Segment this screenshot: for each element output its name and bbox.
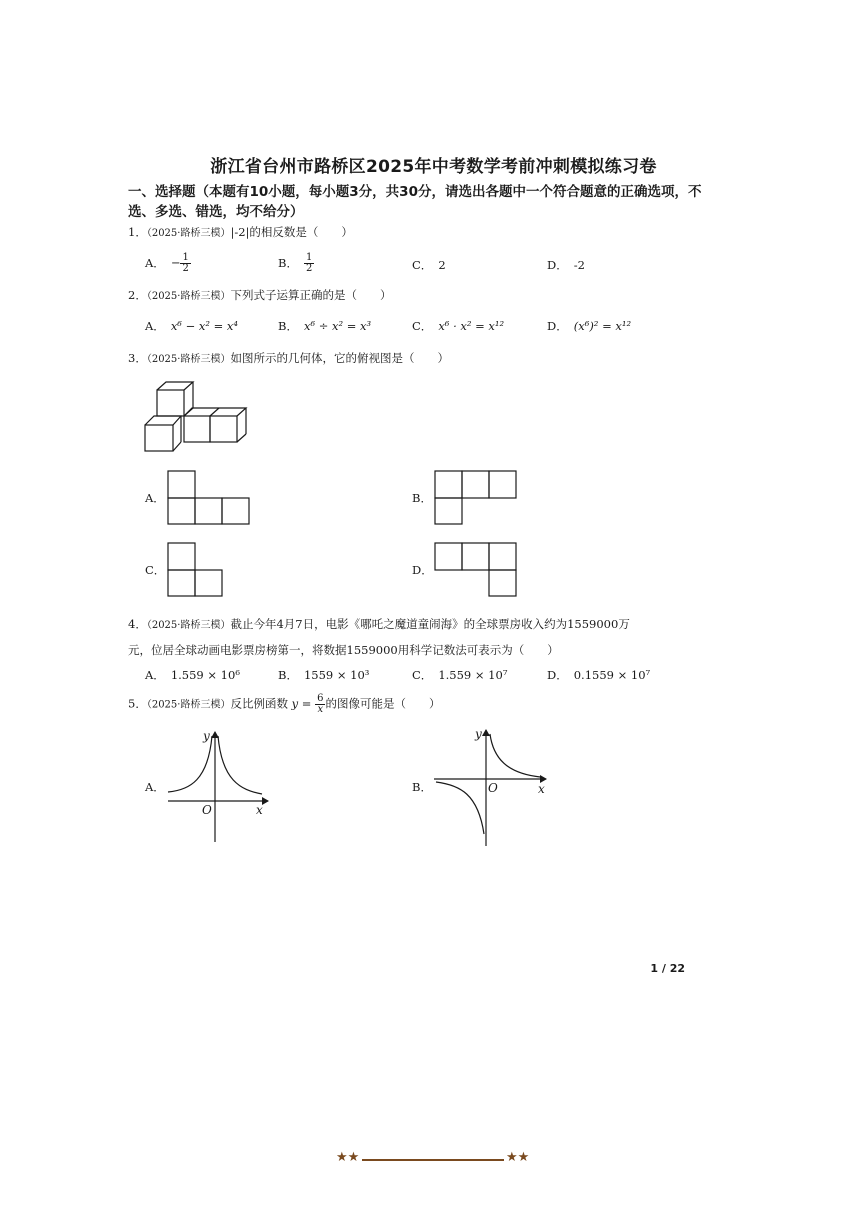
question-1 <box>128 224 353 242</box>
q4-option-d[interactable]: D． 0.1559 × 10⁷ <box>547 668 651 682</box>
q5-option-b-label[interactable]: B． <box>412 780 432 794</box>
page-title: 浙江省台州市路桥区2025年中考数学考前冲刺模拟练习卷 <box>210 157 657 177</box>
question-source: （2025·路桥三模） <box>146 354 231 365</box>
question-5 <box>128 694 440 715</box>
star-icon: ★★ <box>506 1150 530 1165</box>
q3-option-c-figure[interactable] <box>166 542 226 598</box>
q1-option-a[interactable]: A． − $\frac{1}{2}$ <box>145 252 189 274</box>
question-stem-pre: 反比例函数 <box>230 696 288 711</box>
q4-option-c[interactable]: C． 1.559 × 10⁷ <box>412 668 508 682</box>
axis-x-label: x <box>256 803 263 817</box>
q3-option-b-label[interactable]: B． <box>412 491 432 505</box>
question-number: 1． <box>128 225 147 239</box>
question-4 <box>128 612 708 662</box>
question-source: （2025·路桥三模） <box>146 228 231 239</box>
curve-right <box>218 736 262 794</box>
question-source: （2025·路桥三模） <box>146 291 231 302</box>
curve-q3 <box>436 782 484 834</box>
star-icon: ★★ <box>336 1150 360 1165</box>
q2-option-a[interactable]: A． x⁶ − x² = x⁴ <box>145 319 238 333</box>
axis-x-label: x <box>538 782 545 796</box>
question-source: （2025·路桥三模） <box>146 620 231 631</box>
origin-label: O <box>202 803 212 817</box>
function-fraction: $\frac{6}{x}$ <box>317 693 324 715</box>
q5-option-a-label[interactable]: A． <box>145 780 165 794</box>
function-lhs: y = <box>291 696 312 711</box>
fraction: $\frac{1}{2}$ <box>182 252 189 274</box>
q1-option-b[interactable]: B． $\frac{1}{2}$ <box>278 252 313 274</box>
question-source: （2025·路桥三模） <box>146 699 231 711</box>
question-3 <box>128 350 449 368</box>
q3-option-a-figure[interactable] <box>166 470 252 526</box>
q3-option-a-label[interactable]: A． <box>145 491 165 505</box>
q3-option-d-label[interactable]: D． <box>412 563 433 577</box>
question-stem: 如图所示的几何体，它的俯视图是（ ） <box>230 351 449 365</box>
curve-q1 <box>490 734 540 777</box>
q2-option-b[interactable]: B． x⁶ ÷ x² = x³ <box>278 319 372 333</box>
divider-line <box>362 1159 504 1161</box>
origin-label: O <box>488 781 498 795</box>
question-number: 4． <box>128 617 147 631</box>
q1-option-c[interactable]: C． 2 <box>412 258 446 272</box>
curve-left <box>168 736 212 792</box>
q5-option-a-graph[interactable] <box>160 728 275 846</box>
axis-y-label: y <box>475 727 482 741</box>
question-number: 3． <box>128 351 147 365</box>
q4-option-b[interactable]: B． 1559 × 10³ <box>278 668 370 682</box>
question-stem: 下列式子运算正确的是（ ） <box>230 288 392 302</box>
q4-option-a[interactable]: A． 1.559 × 10⁶ <box>145 668 240 682</box>
footer-ornament <box>336 1150 536 1170</box>
fraction: $\frac{1}{2}$ <box>305 252 313 274</box>
section-heading: 一、选择题（本题有10小题，每小题3分，共30分，请选出各题中一个符合题意的正确选项，不选、多选、错选，均不给分） <box>128 184 702 220</box>
question-2 <box>128 287 391 305</box>
q3-option-d-figure[interactable] <box>433 542 519 598</box>
axis-y-label: y <box>203 729 210 743</box>
question-number: 5． <box>128 696 147 711</box>
geometric-solid-figure <box>140 378 255 456</box>
q1-option-d[interactable]: D． -2 <box>547 258 585 272</box>
question-number: 2． <box>128 288 147 302</box>
question-stem-post: 的图像可能是（ ） <box>325 696 441 711</box>
question-stem-line2: 元，位居全球动画电影票房榜第一，将数据1559000用科学记数法可表示为（ ） <box>128 643 559 657</box>
question-stem: |-2|的相反数是（ ） <box>230 225 353 239</box>
q2-option-d[interactable]: D． (x⁶)² = x¹² <box>547 319 632 333</box>
q3-option-b-figure[interactable] <box>433 470 519 526</box>
page-number: 1 / 22 <box>650 962 685 975</box>
question-stem-line1: 截止今年4月7日，电影《哪吒之魔道童闹海》的全球票房收入约为1559000万 <box>230 617 630 631</box>
q5-option-b-graph[interactable] <box>430 726 555 850</box>
q2-option-c[interactable]: C． x⁶ · x² = x¹² <box>412 319 505 333</box>
q3-option-c-label[interactable]: C． <box>145 563 166 577</box>
